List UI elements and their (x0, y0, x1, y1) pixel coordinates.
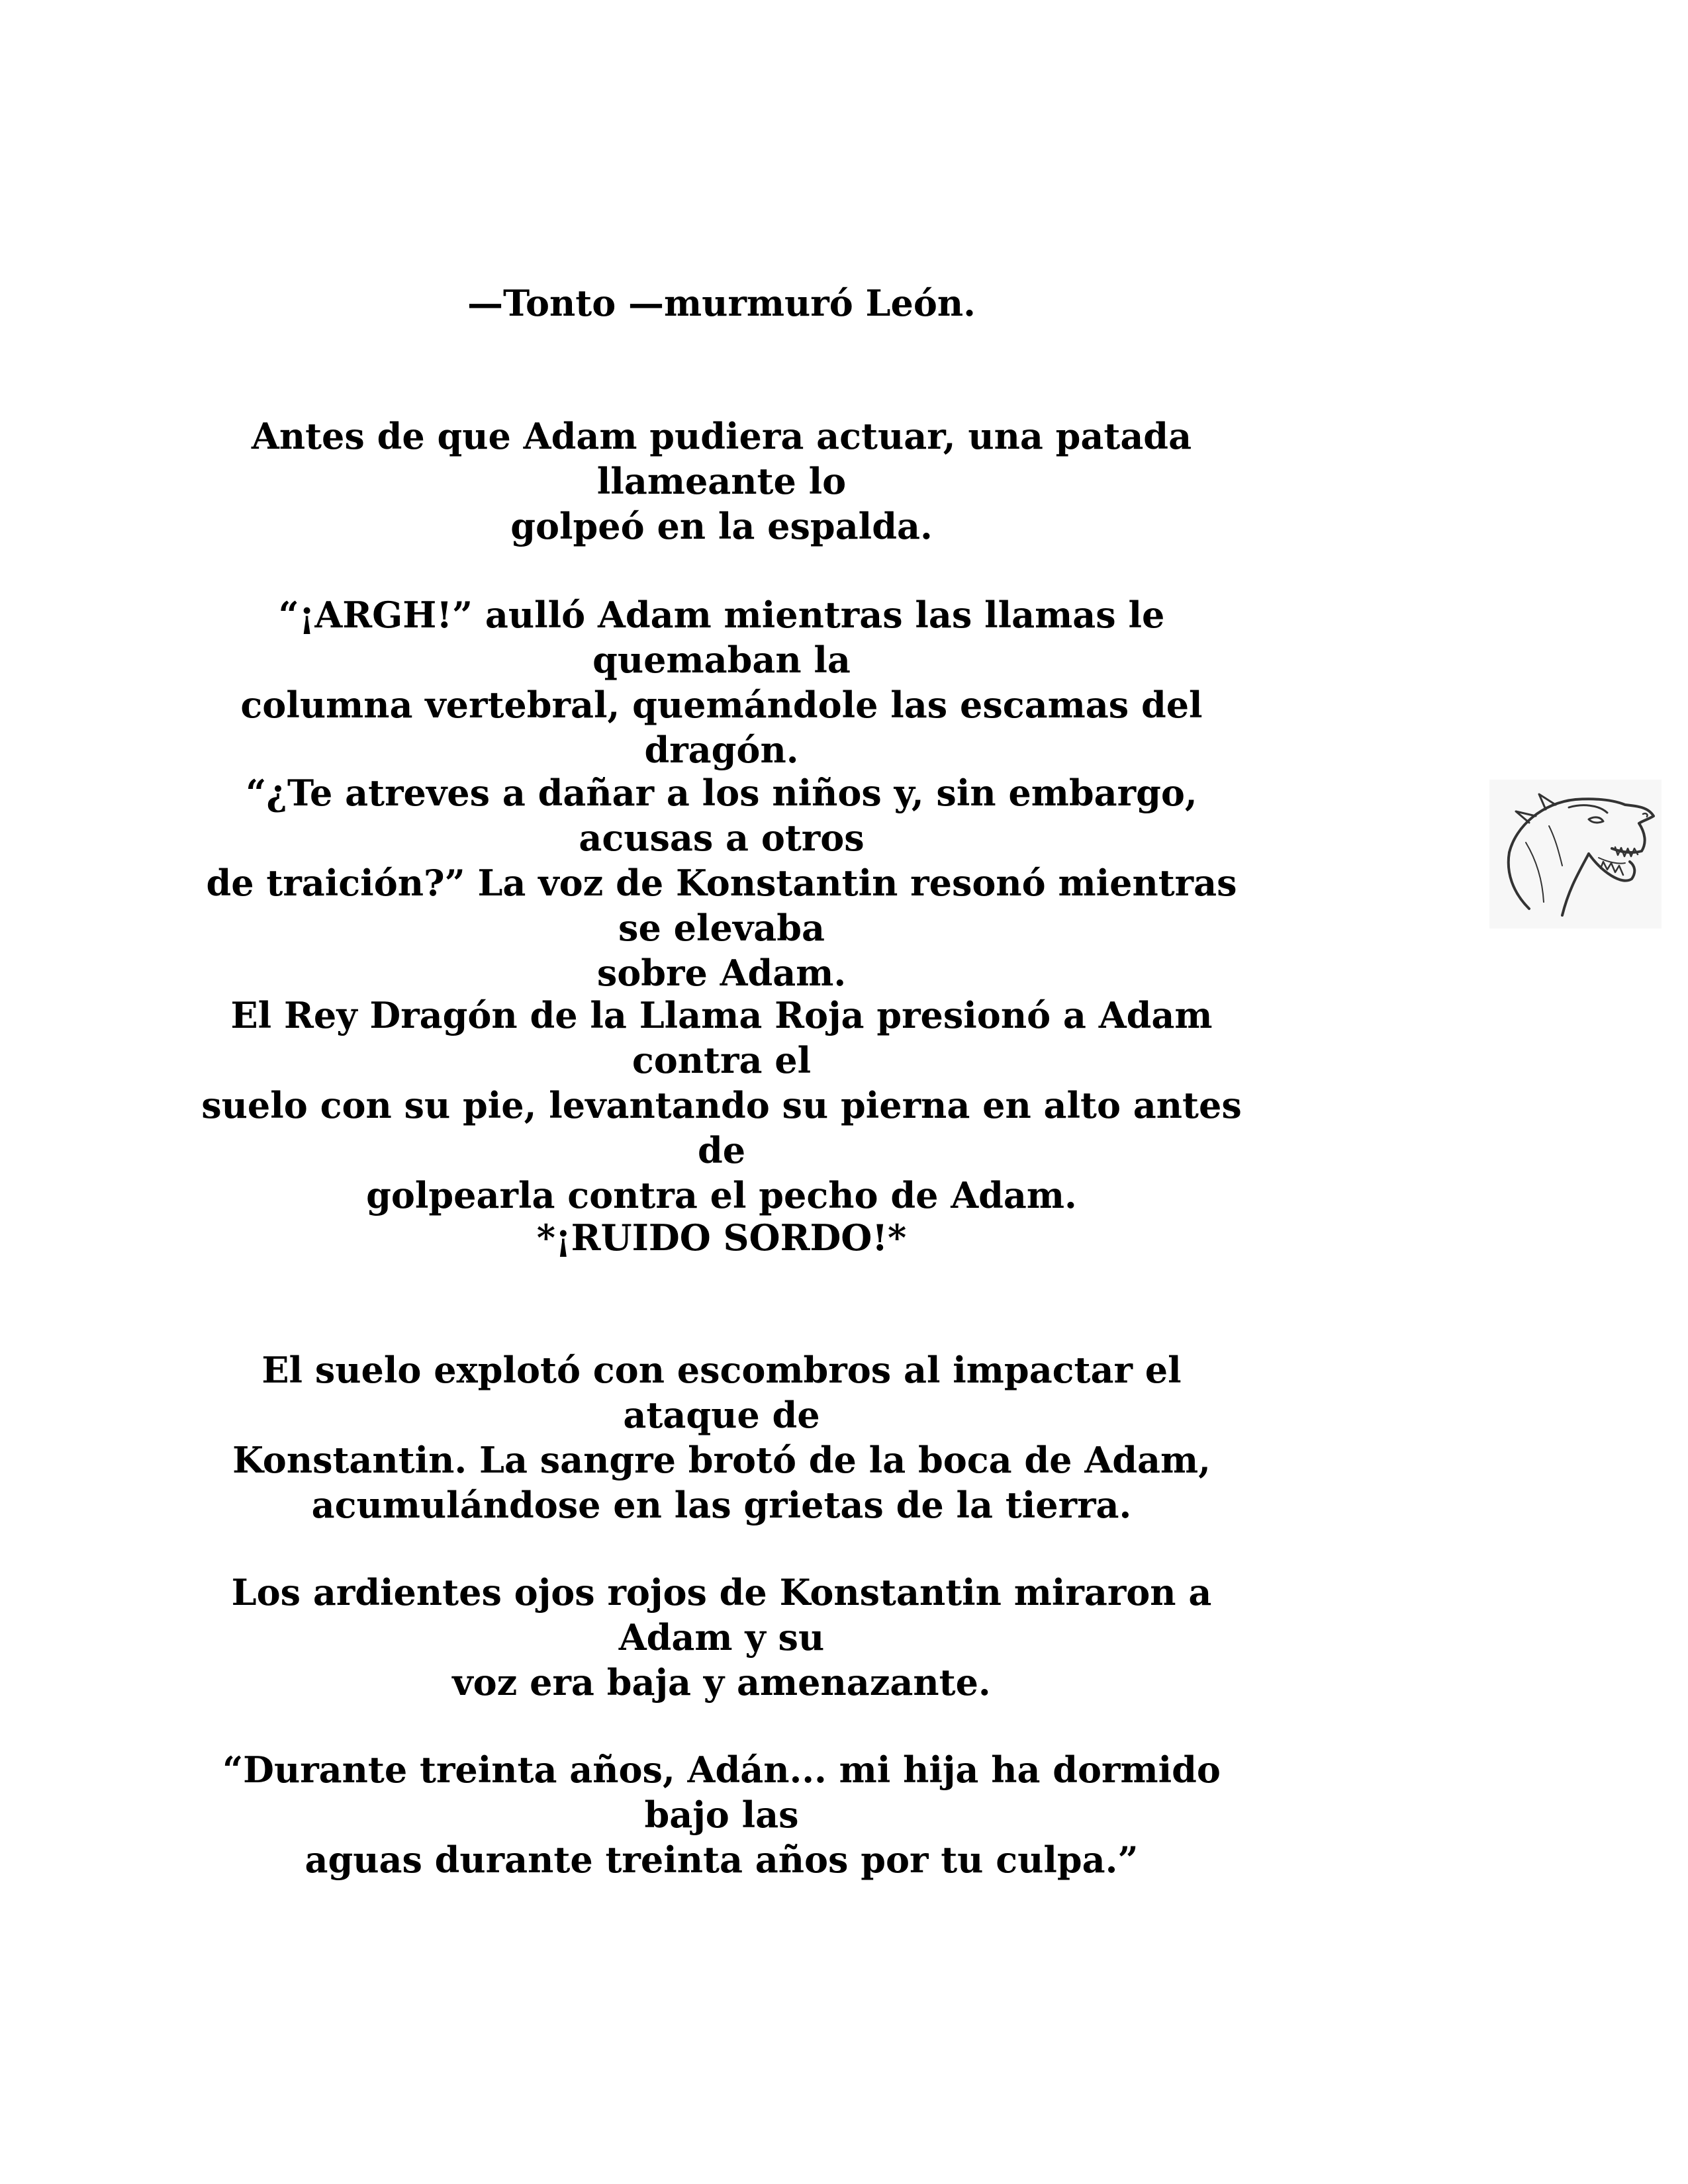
paragraph-9: “Durante treinta años, Adán... mi hija ha dormido bajo las aguas durante treinta años por tu culpa.” (222, 1749, 1221, 1881)
paragraph-4: “¿Te atreves a dañar a los niños y, sin embargo, acusas a otros de traición?” La voz de Konstantin resonó mientras se elevaba sobre Adam. (206, 772, 1237, 994)
paragraph-5: El Rey Dragón de la Llama Roja presionó a Adam contra el suelo con su pie, levantando su pierna en alto antes de golpearla contra el pecho de Adam. (201, 994, 1242, 1216)
paragraph-3: “¡ARGH!” aulló Adam mientras las llamas le quemaban la columna vertebral, quemándole las escamas del dragón. (240, 594, 1203, 771)
dragon-head-icon (1489, 780, 1662, 929)
paragraph-2: Antes de que Adam pudiera actuar, una patada llameante lo golpeó en la espalda. (251, 415, 1192, 547)
paragraph-7: El suelo explotó con escombros al impactar el ataque de Konstantin. La sangre brotó de la boca de Adam, acumulándose en las grietas de la tierra. (232, 1349, 1211, 1526)
paragraph-8: Los ardientes ojos rojos de Konstantin miraron a Adam y su voz era baja y amenazante. (231, 1571, 1212, 1704)
paragraph-6-sound-effect: *¡RUIDO SORDO!* (536, 1216, 907, 1259)
paragraph-1: —Tonto —murmuró León. (467, 282, 976, 324)
